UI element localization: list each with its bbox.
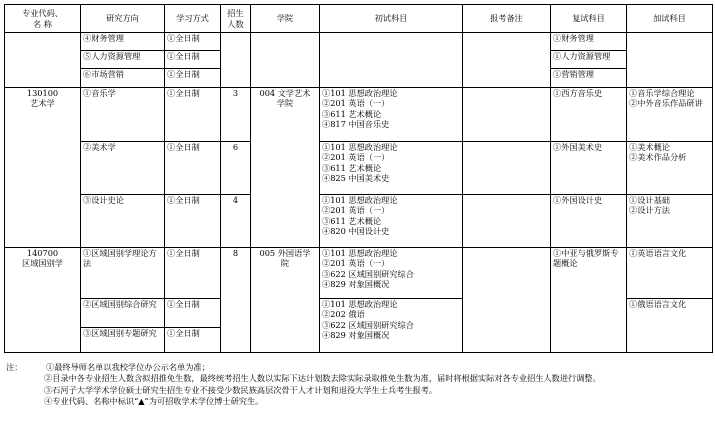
direction-cell: ⑥市场营销: [81, 69, 165, 88]
header-row: [5, 5, 713, 33]
exam-subject: ②201 英语（一）: [322, 152, 390, 163]
direction-cell: ②区域国别综合研究: [81, 299, 165, 328]
direction-cell: ③区域国别专题研究: [81, 328, 165, 353]
quota-cell: 8: [221, 248, 251, 353]
major-code: 140700: [26, 248, 59, 258]
exam-subject: ④829 对象国概况: [322, 278, 390, 289]
college-cell: 005 外国语学 院: [251, 248, 320, 353]
quota-cell: 3: [221, 88, 251, 142]
remark-cell: [463, 195, 551, 248]
header-quota: 招生 人数: [221, 5, 251, 33]
college-cell: [251, 33, 320, 88]
header-mode: 学习方式: [165, 5, 221, 33]
mode-cell: ①全日制: [165, 248, 221, 299]
extra-cell: [627, 142, 713, 195]
retest-cell: ①中亚与俄罗斯专题概论: [551, 248, 627, 353]
extra-cell: ①英语语言文化: [627, 248, 713, 299]
quota-cell: 6: [221, 142, 251, 195]
remark-cell: [463, 33, 551, 88]
exam-subject: ①101 思想政治理论: [322, 248, 398, 258]
table-row: [5, 195, 713, 248]
exam-subject: ③611 艺术概论: [322, 162, 382, 173]
extra-cell: [627, 195, 713, 248]
extra-subject: ①音乐学综合理论: [629, 88, 695, 98]
extra-cell: [627, 88, 713, 142]
table-row: [5, 248, 713, 299]
mode-cell: ①全日制: [165, 195, 221, 248]
exam-subject: ③622 区域国别研究综合: [322, 319, 414, 330]
exam-subject: ①101 思想政治理论: [322, 195, 398, 205]
exam-cell: [320, 142, 463, 195]
code-name-cell: [5, 88, 81, 248]
extra-cell: ①俄语语言文化: [627, 299, 713, 353]
retest-cell: ①营销管理: [551, 69, 627, 88]
college-cell: 004 文学艺术 学院: [251, 88, 320, 248]
note-3: ③石河子大学学术学位硕士研究生招生专业不接受少数民族高层次骨干人才计划和退役大学生士兵考生报考。: [44, 384, 438, 395]
exam-subject: ③611 艺术概论: [322, 108, 382, 119]
extra-subject: ①设计基础: [629, 195, 670, 205]
mode-cell: ①全日制: [165, 328, 221, 353]
exam-subject: ①101 思想政治理论: [322, 88, 398, 98]
table-row: [5, 142, 713, 195]
exam-cell: [320, 248, 463, 299]
direction-cell: ⑤人力资源管理: [81, 51, 165, 69]
retest-cell: ①外国美术史: [551, 142, 627, 195]
exam-subject: ①101 思想政治理论: [322, 299, 398, 309]
direction-cell: ①区域国别学理论方法: [81, 248, 165, 299]
code-name-cell: [5, 248, 81, 353]
exam-subject: ③622 区域国别研究综合: [322, 268, 414, 279]
major-name: 艺术学: [30, 98, 55, 109]
header-remark: 报考备注: [463, 5, 551, 33]
header-direction: 研究方向: [81, 5, 165, 33]
catalog-table: [4, 4, 713, 353]
mode-cell: ①全日制: [165, 51, 221, 69]
remark-cell: [463, 88, 551, 142]
header-extra: 加试科目: [627, 5, 713, 33]
exam-cell: [320, 88, 463, 142]
mode-cell: ①全日制: [165, 299, 221, 328]
quota-cell: 4: [221, 195, 251, 248]
exam-subject: ④829 对象国概况: [322, 329, 390, 340]
direction-cell: ②美术学: [81, 142, 165, 195]
exam-cell: [320, 195, 463, 248]
retest-cell: ①人力资源管理: [551, 51, 627, 69]
retest-cell: ①西方音乐史: [551, 88, 627, 142]
mode-cell: ①全日制: [165, 69, 221, 88]
table-row: [5, 88, 713, 142]
direction-cell: ③设计史论: [81, 195, 165, 248]
remark-cell: [463, 248, 551, 353]
exam-cell: [320, 33, 463, 88]
direction-cell: ①音乐学: [81, 88, 165, 142]
note-2: ②目录中各专业招生人数含拟招推免生数，最终统考招生人数以实际下达计划数去除实际录取推免生数为准，届时将根据实际对各专业招生人数进行调整。: [44, 373, 601, 384]
exam-cell: [320, 299, 463, 353]
exam-subject: ③611 艺术概论: [322, 215, 382, 226]
note-4: ④专业代码、名称中标识“▲”为可招收学术学位博士研究生。: [44, 396, 264, 407]
exam-subject: ④820 中国设计史: [322, 225, 390, 236]
header-retest: 复试科目: [551, 5, 627, 33]
exam-subject: ④817 中国音乐史: [322, 118, 390, 129]
header-college: 学院: [251, 5, 320, 33]
mode-cell: ①全日制: [165, 33, 221, 51]
exam-subject: ②201 英语（一）: [322, 205, 390, 216]
exam-subject: ②201 英语（一）: [322, 258, 390, 269]
exam-subject: ②202 俄语: [322, 309, 365, 320]
remark-cell: [463, 142, 551, 195]
header-exam: 初试科目: [320, 5, 463, 33]
quota-cell: [221, 33, 251, 88]
extra-subject: ②设计方法: [629, 205, 670, 216]
header-code-name: 专业代码、 名 称: [5, 5, 81, 33]
exam-subject: ①101 思想政治理论: [322, 142, 398, 152]
exam-subject: ④825 中国美术史: [322, 172, 390, 183]
major-code: 130100: [26, 88, 59, 98]
note-1: ①最终导师名单以我校学位办公示名单为准；: [46, 362, 210, 372]
extra-subject: ①美术概论: [629, 142, 670, 152]
major-name: 区域国别学: [22, 258, 63, 269]
direction-cell: ④财务管理: [81, 33, 165, 51]
mode-cell: ①全日制: [165, 88, 221, 142]
table-row: [5, 33, 713, 51]
extra-subject: ②美术作品分析: [629, 152, 687, 163]
mode-cell: ①全日制: [165, 142, 221, 195]
notes-label: 注：: [6, 362, 23, 372]
extra-cell: [627, 33, 713, 88]
code-name-cell: [5, 33, 81, 88]
notes-section: [4, 362, 710, 408]
exam-subject: ②201 英语（一）: [322, 98, 390, 109]
extra-subject: ②中外音乐作品研讲: [629, 98, 703, 109]
retest-cell: ①外国设计史: [551, 195, 627, 248]
retest-cell: ①财务管理: [551, 33, 627, 51]
